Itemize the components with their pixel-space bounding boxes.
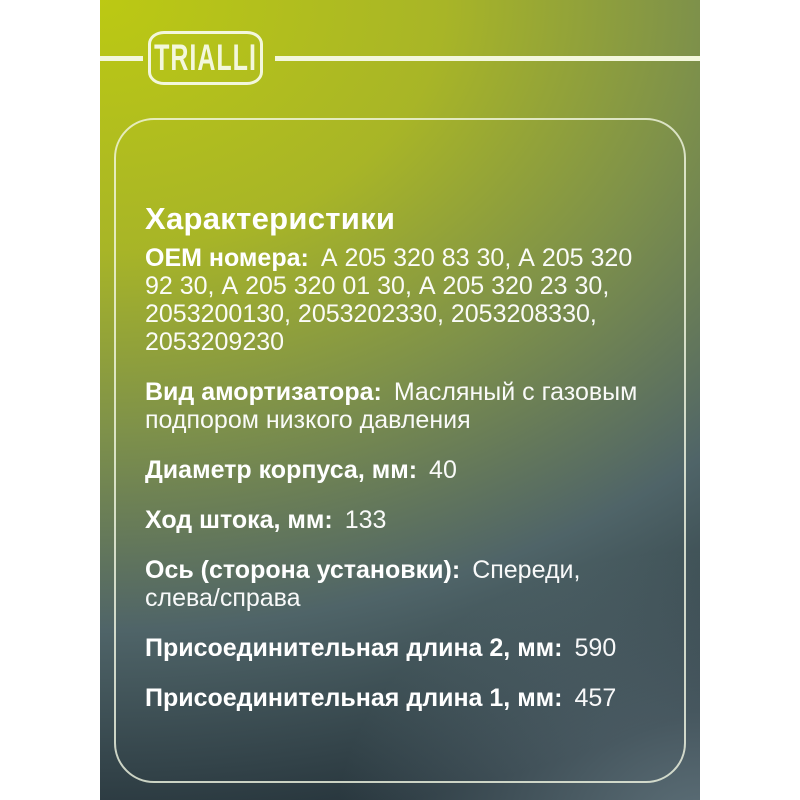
spec-field-oem-numbers: [145, 244, 648, 356]
logo-left-line: [100, 56, 143, 61]
field-label: Ось (сторона установки):: [145, 556, 461, 585]
field-label: Вид амортизатора:: [145, 378, 382, 407]
field-label: Присоединительная длина 1, мм:: [145, 684, 563, 713]
spec-field-mount-length-1: [145, 684, 648, 712]
logo-right-line: [275, 56, 700, 61]
field-label: Ход штока, мм:: [145, 506, 333, 535]
field-value: Спереди, слева/справа: [145, 556, 581, 613]
field-value: 590: [574, 634, 617, 663]
field-label: Диаметр корпуса, мм:: [145, 456, 418, 485]
card-title: Характеристики: [145, 201, 396, 236]
field-value: А 205 320 83 30, А 205 320 92 30, А 205 320 01 30, А 205 320 23 30, 2053200130, 2053202330, 2053208330, 2053209230: [145, 244, 633, 357]
field-value: 133: [344, 506, 387, 535]
spec-field-mount-length-2: [145, 634, 648, 662]
product-image-panel: [100, 0, 700, 800]
field-value: 40: [429, 456, 457, 485]
spec-field-shock-type: [145, 378, 648, 434]
spec-field-axle-side: [145, 556, 648, 612]
spec-field-body-diameter: [145, 456, 648, 484]
field-value: Масляный с газовым подпором низкого давления: [145, 378, 638, 435]
spec-card: [114, 118, 686, 783]
trialli-logo-text: TRIALLI: [154, 36, 257, 79]
field-label: OEM номера:: [145, 244, 309, 273]
trialli-logo: [148, 31, 263, 85]
spec-field-rod-stroke: [145, 506, 648, 534]
field-value: 457: [574, 684, 617, 713]
field-label: Присоединительная длина 2, мм:: [145, 634, 563, 663]
